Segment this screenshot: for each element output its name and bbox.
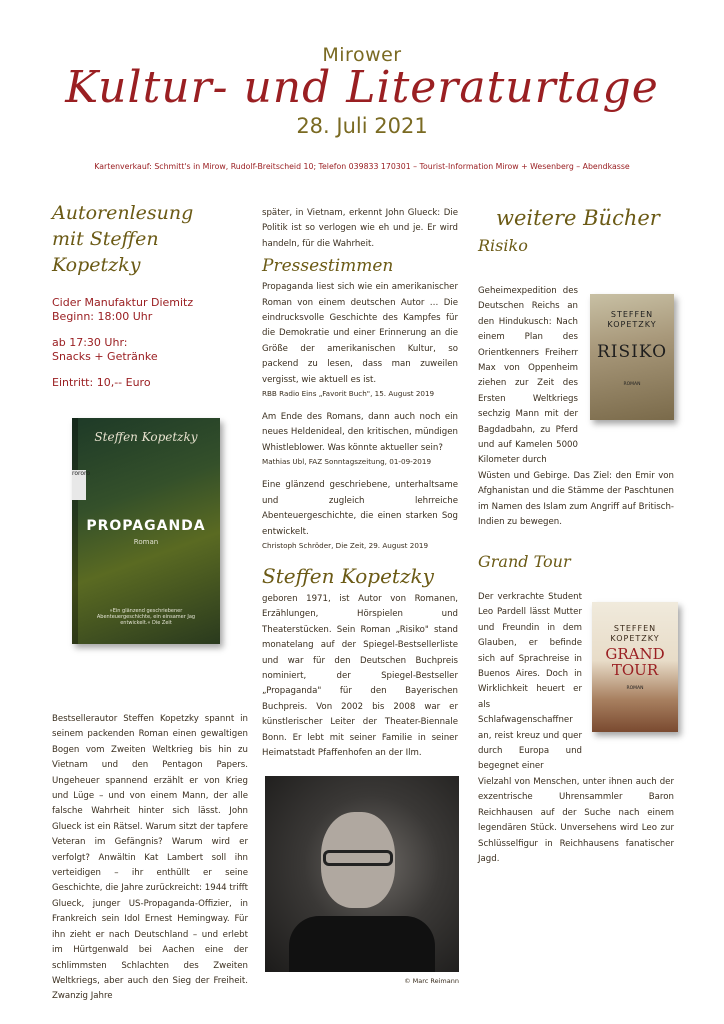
- publisher-logo: rororo: [72, 470, 86, 500]
- press-heading: Pressestimmen: [262, 256, 394, 277]
- book-cover-author: STEFFEN KOPETZKY: [607, 310, 657, 329]
- risiko-text-wide: Wüsten und Gebirge. Das Ziel: den Emir von Afghanistan und die Stämme der Paschtunen im Namen des Islam zum Angriff auf Britisch-Indien zu bewegen.: [478, 470, 674, 528]
- risiko-text-narrow: Geheimexpedition des Deutschen Reichs an den Hindukusch: Nach einem Plan des Orientkenners Freiherr Max von Oppenheim ziehen zur Zeit des Ersten Weltkriegs sechzig Mann mit der Bagdadbahn, zu Pferd und auf Kamelen 5000 Kilometer durch: [478, 286, 578, 466]
- more-books-heading: weitere Bücher: [496, 206, 660, 230]
- book-cover-title: GRAND TOUR: [605, 645, 665, 679]
- description-continuation: später, in Vietnam, erkennt John Glueck: Die Politik ist so verlogen wie eh und je. Er wird handeln, für die Wahrheit.: [262, 208, 458, 249]
- book-cover-title: PROPAGANDA: [86, 518, 206, 534]
- grand-tour-text-wide: Vielzahl von Menschen, unter ihnen auch der exzentrische Uhrensammler Baron Reichhausen auf der Suche nach einem legendären Stück. Unversehens wird Leo zur Schlüsselfigur in Reichhausens fanatischer Jagd.: [478, 776, 674, 864]
- author-photo: [265, 776, 459, 972]
- book-cover-author: STEFFEN KOPETZKY: [610, 624, 660, 643]
- book-cover-title: RISIKO: [596, 342, 668, 362]
- ticket-sales-line: Kartenverkauf: Schmitt's in Mirow, Rudolf-Breitscheid 10; Telefon 039833 170301 – Tourist-Information Mirow + Wesenberg – Abendkasse: [94, 162, 630, 171]
- press-quote-source: Mathias Ubl, FAZ Sonntagszeitung, 01-09-2019: [262, 457, 432, 467]
- photo-credit: © Marc Reimann: [404, 977, 459, 985]
- press-quote: [262, 478, 458, 552]
- book-cover-subtitle: ROMAN: [623, 382, 641, 387]
- book-description: Bestsellerautor Steffen Kopetzky spannt in seinem packenden Roman einen gewaltigen Bogen vom Zweiten Weltkrieg bis hin zu Vietnam und den Pentagon Papers. Ungeheuer spannend erzählt er von Krieg und Lüge – und von einem Mann, der alle falsche Wahrheit hinter sich lässt. John Glueck ist ein Rätsel. Warum sitzt der tapfere Veteran im Gefängnis? Warum wird er verfolgt? Anwältin Kat Lambert soll ihn verteidigen – ihr enthüllt er seine Geschichte, die Jahre zurückreicht: 1944 trifft Glueck, junger US-Propaganda-Offizier, in Frankreich sein Idol Ernest Hemingway. Für ihn zieht er nach Deutschland – und erlebt im Hürtgenwald bei Aachen eine der schlimmsten Schlachten des Zweiten Weltkriegs, aber auch den Sieg der Freiheit. Zwanzig Jahre: [52, 714, 248, 1002]
- press-quote-text: Propaganda liest sich wie ein amerikanischer Roman von einem deutschen Autor … Die eindrucksvolle Geschichte des Kampfes für die Demokratie und einer Erinnerung an die Größe der amerikanischen Kultur, so packend zu lesen, dass man zuweilen vergisst, wie aktuell es ist.: [262, 282, 458, 385]
- event-pre-time: ab 17:30 Uhr:: [52, 336, 128, 349]
- event-info-column: [52, 200, 248, 402]
- press-quote: [262, 280, 458, 400]
- press-quote-source: Christoph Schröder, Die Zeit, 29. August 2019: [262, 540, 429, 550]
- press-quote-text: Am Ende des Romans, dann auch noch ein neues Heldenideal, den kritischen, mündigen Whistleblower. Was könnte aktueller sein?: [262, 412, 458, 453]
- more-books-column: [478, 206, 674, 255]
- author-heading: Steffen Kopetzky: [262, 563, 434, 588]
- event-pre-items: Snacks + Getränke: [52, 350, 158, 363]
- author-bio: geboren 1971, ist Autor von Romanen, Erzählungen, Hörspielen und Theaterstücken. Sein Roman „Risiko" stand monatelang auf der Spiegel-Bestsellerliste und war für den Deutschen Buchpreis nominiert, der Spiegel-Bestseller „Propaganda" für den Bayerischen Buchpreis. Von 2002 bis 2008 war er künstlerischer Leiter der Theater-Biennale Bonn. Er lebt mit seiner Familie in seiner Heimatstadt Pfaffenhofen an der Ilm.: [262, 593, 458, 758]
- event-date: 28. Juli 2021: [296, 114, 428, 138]
- grand-tour-text-narrow: Der verkrachte Student Leo Pardell lässt Mutter und Freundin in dem Glauben, er befinde sich auf Sprachreise in Buenos Aires. Doch in Wirklichkeit heuert er als Schlafwagenschaffner an, reist kreuz und quer durch Europa und begegnet einer: [478, 592, 582, 772]
- book-cover-quote: »Ein glänzend geschriebener Abenteuergeschichte, ein einsamer Jag entwickelt.« Die Zeit: [96, 608, 196, 626]
- event-admission: Eintritt: 10,-- Euro: [52, 376, 151, 389]
- grand-tour-heading: Grand Tour: [478, 552, 571, 571]
- glasses-icon: [323, 850, 393, 866]
- book-cover-propaganda: [72, 418, 220, 644]
- event-venue: Cider Manufaktur Diemitz: [52, 296, 194, 309]
- event-details: [52, 296, 248, 390]
- book-cover-grand-tour: [592, 602, 678, 732]
- page-title: Kultur- und Literaturtage: [65, 62, 659, 113]
- author-shirt: [289, 916, 435, 972]
- event-start: Beginn: 18:00 Uhr: [52, 310, 153, 323]
- event-heading-line2: mit Steffen Kopetzky: [52, 228, 159, 276]
- press-quote: [262, 410, 458, 468]
- book-cover-subtitle: Roman: [133, 538, 159, 546]
- book-cover-risiko: [590, 294, 674, 420]
- press-quote-text: Eine glänzend geschriebene, unterhaltsame und zugleich lehrreiche Abenteuergeschichte, die einen starken Sog entwickelt.: [262, 480, 458, 537]
- event-heading: [52, 200, 248, 278]
- risiko-heading: Risiko: [478, 236, 528, 255]
- book-cover-author: Steffen Kopetzky: [94, 430, 198, 444]
- header-kicker: Mirower: [322, 44, 402, 66]
- press-quote-source: RBB Radio Eins „Favorit Buch", 15. August 2019: [262, 389, 435, 399]
- book-cover-subtitle: ROMAN: [626, 686, 644, 691]
- event-heading-line1: Autorenlesung: [52, 202, 194, 224]
- press-column: [262, 206, 458, 761]
